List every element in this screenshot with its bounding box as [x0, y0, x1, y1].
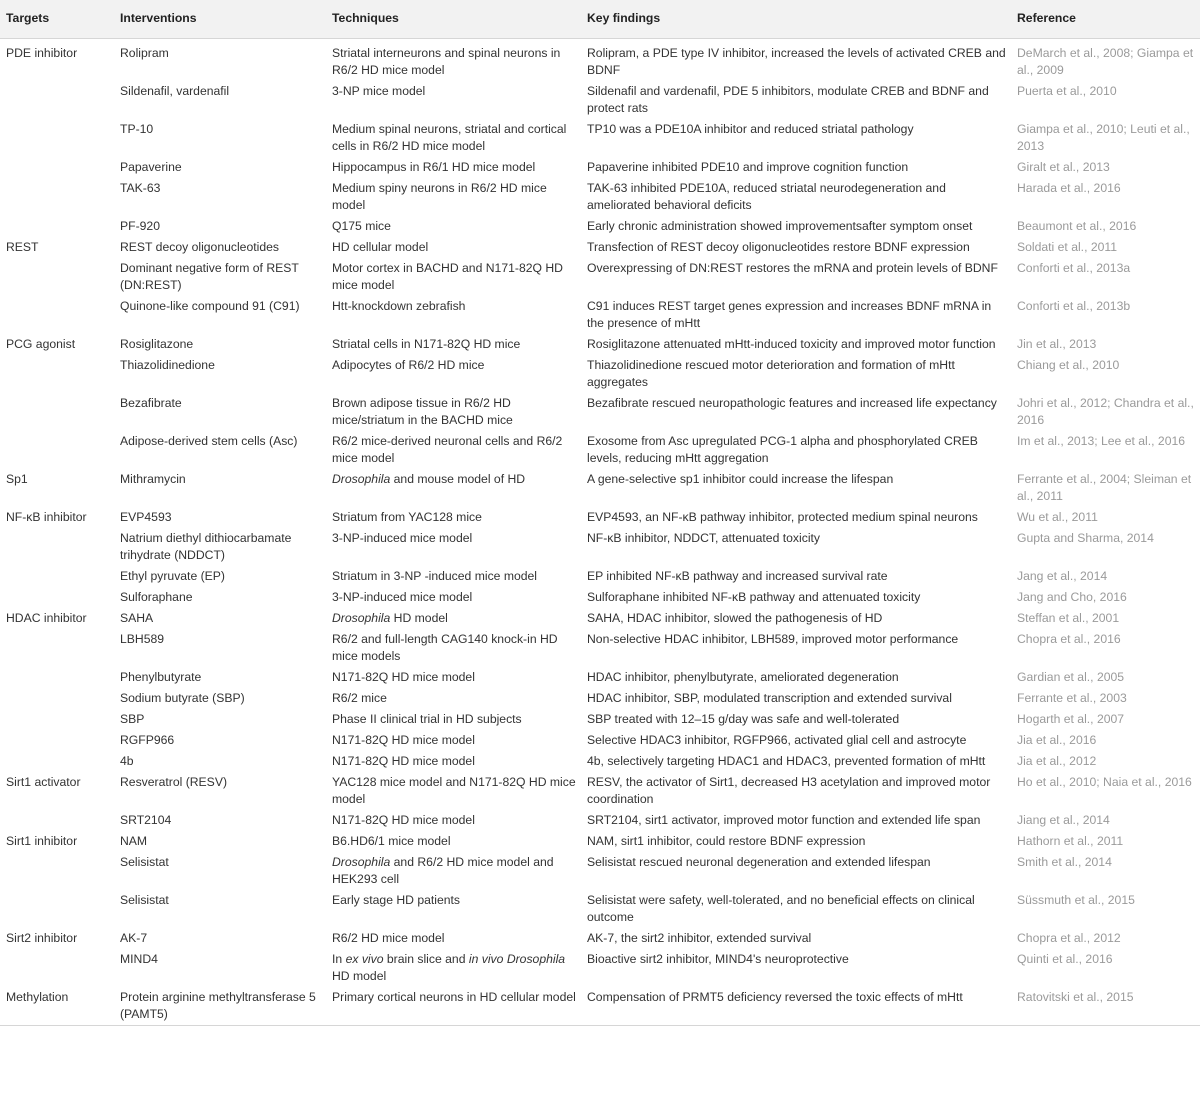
cell-technique [326, 566, 581, 587]
technique-text: R6/2 HD mice model [332, 930, 445, 945]
cell-finding: SBP treated with 12–15 g/day was safe and well-tolerated [587, 711, 900, 726]
cell-intervention: SBP [120, 711, 145, 726]
cell-finding: Sulforaphane inhibited NF-κB pathway and attenuated toxicity [587, 589, 921, 604]
cell-finding: Selisistat were safety, well-tolerated, and no beneficial effects on clinical outcome [587, 892, 975, 924]
cell-technique [326, 355, 581, 393]
technique-text: Striatum in 3-NP -induced mice model [332, 568, 538, 583]
table-row [0, 393, 1200, 431]
cell-finding: HDAC inhibitor, SBP, modulated transcription and extended survival [587, 690, 952, 705]
cell-finding: NAM, sirt1 inhibitor, could restore BDNF expression [587, 833, 866, 848]
cell-intervention: 4b [120, 753, 134, 768]
technique-text: Medium spinal neurons, striatal and cortical cells in R6/2 HD mice model [332, 121, 567, 153]
cell-target [0, 629, 114, 667]
table-row [0, 355, 1200, 393]
table-row [0, 709, 1200, 730]
cell-finding: Non-selective HDAC inhibitor, LBH589, improved motor performance [587, 631, 959, 646]
header-targets: Targets [0, 0, 114, 38]
cell-technique [326, 393, 581, 431]
cell-target [0, 587, 114, 608]
cell-technique [326, 608, 581, 629]
table-row [0, 38, 1200, 81]
cell-finding: Exosome from Asc upregulated PCG-1 alpha and phosphorylated CREB levels, reducing mHtt aggregation [587, 433, 978, 465]
cell-target [0, 119, 114, 157]
cell-target [0, 751, 114, 772]
cell-reference: Ratovitski et al., 2015 [1011, 987, 1200, 1026]
cell-finding: Bezafibrate rescued neuropathologic features and increased life expectancy [587, 395, 997, 410]
table-row [0, 178, 1200, 216]
cell-target: Methylation [0, 987, 114, 1026]
cell-finding: AK-7, the sirt2 inhibitor, extended survival [587, 930, 812, 945]
cell-finding: TP10 was a PDE10A inhibitor and reduced striatal pathology [587, 121, 914, 136]
cell-target: REST [6, 239, 39, 254]
cell-reference: Jiang et al., 2014 [1017, 812, 1110, 827]
cell-finding: SAHA, HDAC inhibitor, slowed the pathogenesis of HD [587, 610, 883, 625]
technique-text: N171-82Q HD mice model [332, 753, 475, 768]
technique-text: Striatal cells in N171-82Q HD mice [332, 336, 521, 351]
table-row [0, 334, 1200, 355]
cell-technique [326, 772, 581, 810]
cell-reference: Gupta and Sharma, 2014 [1017, 530, 1154, 545]
technique-text: R6/2 mice [332, 690, 387, 705]
cell-reference: Ferrante et al., 2003 [1017, 690, 1127, 705]
cell-intervention: Natrium diethyl dithiocarbamate trihydrate (NDDCT) [120, 530, 292, 562]
cell-technique [326, 587, 581, 608]
cell-target [0, 810, 114, 831]
cell-finding: TAK-63 inhibited PDE10A, reduced striatal neurodegeneration and ameliorated behavioral deficits [587, 180, 946, 212]
cell-technique [326, 178, 581, 216]
cell-intervention: PF-920 [120, 218, 160, 233]
cell-target: Sirt2 inhibitor [6, 930, 78, 945]
cell-intervention: Rosiglitazone [120, 336, 194, 351]
cell-reference: Jang et al., 2014 [1017, 568, 1108, 583]
header-key-findings: Key findings [581, 0, 1011, 38]
technique-text: and R6/2 HD mice model and HEK293 cell [332, 854, 554, 886]
table-row [0, 566, 1200, 587]
cell-intervention: Ethyl pyruvate (EP) [120, 568, 225, 583]
cell-target [0, 949, 114, 987]
cell-intervention: Mithramycin [120, 471, 186, 486]
table-row [0, 890, 1200, 928]
cell-reference: Conforti et al., 2013b [1017, 298, 1131, 313]
cell-intervention: MIND4 [120, 951, 158, 966]
cell-technique [326, 81, 581, 119]
technique-text: R6/2 mice-derived neuronal cells and R6/2 mice model [332, 433, 563, 465]
cell-reference: Jia et al., 2016 [1017, 732, 1097, 747]
table-row [0, 528, 1200, 566]
cell-reference: Wu et al., 2011 [1017, 509, 1098, 524]
cell-technique [326, 852, 581, 890]
cell-target [0, 81, 114, 119]
cell-reference: Johri et al., 2012; Chandra et al., 2016 [1017, 395, 1194, 427]
header-reference: Reference [1011, 0, 1200, 38]
cell-finding: RESV, the activator of Sirt1, decreased H3 acetylation and improved motor coordination [587, 774, 991, 806]
technique-text: YAC128 mice model and N171-82Q HD mice model [332, 774, 576, 806]
cell-intervention: Adipose-derived stem cells (Asc) [120, 433, 298, 448]
cell-technique [326, 987, 581, 1026]
cell-finding: Selisistat rescued neuronal degeneration and extended lifespan [587, 854, 931, 869]
cell-reference: Giralt et al., 2013 [1017, 159, 1110, 174]
cell-intervention: Quinone-like compound 91 (C91) [120, 298, 300, 313]
cell-target: PDE inhibitor [6, 45, 78, 60]
table-row [0, 730, 1200, 751]
cell-reference: Chopra et al., 2016 [1017, 631, 1121, 646]
cell-target [0, 890, 114, 928]
cell-finding: Rosiglitazone attenuated mHtt-induced toxicity and improved motor function [587, 336, 996, 351]
table-row [0, 431, 1200, 469]
technique-text: Striatum from YAC128 mice [332, 509, 482, 524]
cell-target [0, 258, 114, 296]
table-row [0, 216, 1200, 237]
table-row [0, 949, 1200, 987]
table-row [0, 507, 1200, 528]
cell-intervention: Sulforaphane [120, 589, 193, 604]
header-interventions: Interventions [114, 0, 326, 38]
cell-finding: Rolipram, a PDE type IV inhibitor, increased the levels of activated CREB and BDNF [587, 45, 1006, 77]
technique-text: 3-NP-induced mice model [332, 530, 473, 545]
cell-intervention: EVP4593 [120, 509, 172, 524]
cell-technique [326, 890, 581, 928]
cell-finding: C91 induces REST target genes expression and increases BDNF mRNA in the presence of mHtt [587, 298, 992, 330]
cell-finding: 4b, selectively targeting HDAC1 and HDAC3, prevented formation of mHtt [587, 753, 986, 768]
cell-target [0, 216, 114, 237]
cell-target [0, 528, 114, 566]
cell-technique [326, 334, 581, 355]
technique-text: 3-NP mice model [332, 83, 426, 98]
technique-text: HD cellular model [332, 239, 429, 254]
cell-reference: Im et al., 2013; Lee et al., 2016 [1017, 433, 1186, 448]
cell-reference: Hogarth et al., 2007 [1017, 711, 1125, 726]
cell-reference: Puerta et al., 2010 [1017, 83, 1117, 98]
cell-target: PCG agonist [6, 336, 76, 351]
cell-technique [326, 528, 581, 566]
cell-reference: Chiang et al., 2010 [1017, 357, 1120, 372]
cell-technique [326, 237, 581, 258]
cell-technique [326, 296, 581, 334]
technique-italic: Drosophila [332, 854, 391, 869]
header-row [0, 0, 1200, 38]
technique-part: brain slice and [383, 951, 469, 966]
technique-text: B6.HD6/1 mice model [332, 833, 451, 848]
cell-technique [326, 431, 581, 469]
cell-intervention: RGFP966 [120, 732, 175, 747]
cell-reference: Jia et al., 2012 [1017, 753, 1097, 768]
technique-text: and mouse model of HD [390, 471, 526, 486]
cell-intervention: NAM [120, 833, 148, 848]
cell-reference: Giampa et al., 2010; Leuti et al., 2013 [1017, 121, 1190, 153]
technique-text: Primary cortical neurons in HD cellular model [332, 989, 576, 1004]
cell-finding: HDAC inhibitor, phenylbutyrate, ameliorated degeneration [587, 669, 899, 684]
cell-finding: Bioactive sirt2 inhibitor, MIND4's neuroprotective [587, 951, 849, 966]
cell-intervention: Protein arginine methyltransferase 5 (PAMT5) [114, 987, 326, 1026]
technique-italic: Drosophila [332, 610, 391, 625]
cell-reference: Ho et al., 2010; Naia et al., 2016 [1017, 774, 1192, 789]
cell-reference: Süssmuth et al., 2015 [1017, 892, 1135, 907]
cell-technique [326, 507, 581, 528]
cell-target [0, 431, 114, 469]
table-row [0, 810, 1200, 831]
cell-target: Sp1 [6, 471, 28, 486]
cell-reference: Steffan et al., 2001 [1017, 610, 1120, 625]
cell-finding: Papaverine inhibited PDE10 and improve cognition function [587, 159, 909, 174]
cell-intervention: AK-7 [120, 930, 148, 945]
cell-intervention: LBH589 [120, 631, 165, 646]
cell-technique [326, 751, 581, 772]
cell-target [0, 688, 114, 709]
technique-italic: Drosophila [332, 471, 391, 486]
technique-text: Brown adipose tissue in R6/2 HD mice/striatum in the BACHD mice [332, 395, 513, 427]
cell-target: HDAC inhibitor [6, 610, 87, 625]
cell-target [0, 709, 114, 730]
table-row [0, 608, 1200, 629]
table-row [0, 81, 1200, 119]
cell-target [0, 566, 114, 587]
cell-technique [326, 157, 581, 178]
cell-technique [326, 831, 581, 852]
cell-technique [326, 469, 581, 507]
cell-finding: NF-κB inhibitor, NDDCT, attenuated toxicity [587, 530, 821, 545]
technique-text: Medium spiny neurons in R6/2 HD mice model [332, 180, 547, 212]
table-row [0, 667, 1200, 688]
technique-part: Drosophila [506, 951, 566, 966]
technique-text: N171-82Q HD mice model [332, 669, 475, 684]
cell-finding: A gene-selective sp1 inhibitor could increase the lifespan [587, 471, 894, 486]
cell-finding: EP inhibited NF-κB pathway and increased survival rate [587, 568, 888, 583]
cell-finding: Compensation of PRMT5 deficiency reversed the toxic effects of mHtt [581, 987, 1011, 1026]
cell-finding: Thiazolidinedione rescued motor deterioration and formation of mHtt aggregates [587, 357, 955, 389]
cell-target [0, 178, 114, 216]
technique-text: Early stage HD patients [332, 892, 461, 907]
technique-part: In [332, 951, 346, 966]
cell-reference: Soldati et al., 2011 [1017, 239, 1118, 254]
cell-technique [326, 810, 581, 831]
cell-target [0, 393, 114, 431]
table-row [0, 119, 1200, 157]
technique-text: Striatal interneurons and spinal neurons in R6/2 HD mice model [332, 45, 561, 77]
cell-reference: DeMarch et al., 2008; Giampa et al., 2009 [1017, 45, 1194, 77]
cell-intervention: Phenylbutyrate [120, 669, 202, 684]
cell-finding: Early chronic administration showed improvementsafter symptom onset [587, 218, 973, 233]
table-row [0, 237, 1200, 258]
technique-text: Adipocytes of R6/2 HD mice [332, 357, 485, 372]
cell-finding: EVP4593, an NF-κB pathway inhibitor, protected medium spinal neurons [587, 509, 978, 524]
cell-reference: Gardian et al., 2005 [1017, 669, 1125, 684]
technique-text: 3-NP-induced mice model [332, 589, 473, 604]
cell-reference: Smith et al., 2014 [1017, 854, 1112, 869]
technique-text: Q175 mice [332, 218, 391, 233]
technique-text: Motor cortex in BACHD and N171-82Q HD mice model [332, 260, 563, 292]
technique-text: HD model [390, 610, 448, 625]
table-row [0, 987, 1200, 1026]
technique-text: N171-82Q HD mice model [332, 732, 475, 747]
cell-technique [326, 119, 581, 157]
cell-intervention: Bezafibrate [120, 395, 182, 410]
cell-reference: Jang and Cho, 2016 [1017, 589, 1127, 604]
table-row [0, 688, 1200, 709]
cell-reference: Harada et al., 2016 [1017, 180, 1121, 195]
table-row [0, 629, 1200, 667]
cell-intervention: Papaverine [120, 159, 182, 174]
cell-target [0, 355, 114, 393]
cell-intervention: Sildenafil, vardenafil [120, 83, 230, 98]
cell-technique [326, 928, 581, 949]
cell-reference: Beaumont et al., 2016 [1017, 218, 1137, 233]
cell-target [0, 296, 114, 334]
cell-intervention: Sodium butyrate (SBP) [120, 690, 245, 705]
technique-text: N171-82Q HD mice model [332, 812, 475, 827]
cell-reference: Jin et al., 2013 [1017, 336, 1097, 351]
cell-target: NF-κB inhibitor [6, 509, 87, 524]
table-row [0, 157, 1200, 178]
cell-target [0, 852, 114, 890]
table-row [0, 587, 1200, 608]
cell-technique [326, 709, 581, 730]
table-row [0, 751, 1200, 772]
cell-reference: Hathorn et al., 2011 [1017, 833, 1124, 848]
cell-target: Sirt1 activator [6, 774, 81, 789]
cell-intervention: Resveratrol (RESV) [120, 774, 228, 789]
cell-intervention: Rolipram [120, 45, 169, 60]
cell-technique [326, 688, 581, 709]
table-row [0, 831, 1200, 852]
table-body [0, 38, 1200, 1025]
cell-technique [326, 216, 581, 237]
header-techniques: Techniques [326, 0, 581, 38]
cell-reference: Chopra et al., 2012 [1017, 930, 1121, 945]
technique-part: HD model [332, 968, 387, 983]
technique-part: ex vivo [345, 951, 384, 966]
cell-intervention: Selisistat [120, 854, 169, 869]
table-row [0, 469, 1200, 507]
cell-intervention: REST decoy oligonucleotides [120, 239, 279, 254]
cell-reference: Ferrante et al., 2004; Sleiman et al., 2011 [1017, 471, 1192, 503]
cell-target [0, 157, 114, 178]
cell-technique [326, 629, 581, 667]
cell-technique [326, 258, 581, 296]
technique-text: Hippocampus in R6/1 HD mice model [332, 159, 536, 174]
table-row [0, 852, 1200, 890]
cell-finding: SRT2104, sirt1 activator, improved motor function and extended life span [587, 812, 981, 827]
table-row [0, 928, 1200, 949]
cell-finding: Transfection of REST decoy oligonucleotides restore BDNF expression [587, 239, 970, 254]
cell-finding: Selective HDAC3 inhibitor, RGFP966, activated glial cell and astrocyte [587, 732, 967, 747]
technique-text: R6/2 and full-length CAG140 knock-in HD mice models [332, 631, 558, 663]
cell-intervention: SRT2104 [120, 812, 172, 827]
cell-intervention: Dominant negative form of REST (DN:REST) [120, 260, 299, 292]
cell-target [0, 667, 114, 688]
cell-reference: Conforti et al., 2013a [1017, 260, 1131, 275]
cell-finding: Overexpressing of DN:REST restores the mRNA and protein levels of BDNF [587, 260, 998, 275]
table-row [0, 772, 1200, 810]
cell-technique [326, 730, 581, 751]
technique-text: Htt-knockdown zebrafish [332, 298, 466, 313]
cell-intervention: SAHA [120, 610, 154, 625]
cell-technique [326, 667, 581, 688]
cell-finding: Sildenafil and vardenafil, PDE 5 inhibitors, modulate CREB and BDNF and protect rats [587, 83, 989, 115]
cell-technique [326, 38, 581, 81]
table-row [0, 258, 1200, 296]
cell-target [0, 730, 114, 751]
cell-technique [326, 949, 581, 987]
cell-intervention: Selisistat [120, 892, 169, 907]
cell-intervention: TAK-63 [120, 180, 161, 195]
technique-text: Phase II clinical trial in HD subjects [332, 711, 522, 726]
cell-target: Sirt1 inhibitor [6, 833, 78, 848]
table-row [0, 296, 1200, 334]
technique-part: in vivo [468, 951, 504, 966]
cell-intervention: Thiazolidinedione [120, 357, 215, 372]
cell-intervention: TP-10 [120, 121, 154, 136]
cell-reference: Quinti et al., 2016 [1017, 951, 1113, 966]
